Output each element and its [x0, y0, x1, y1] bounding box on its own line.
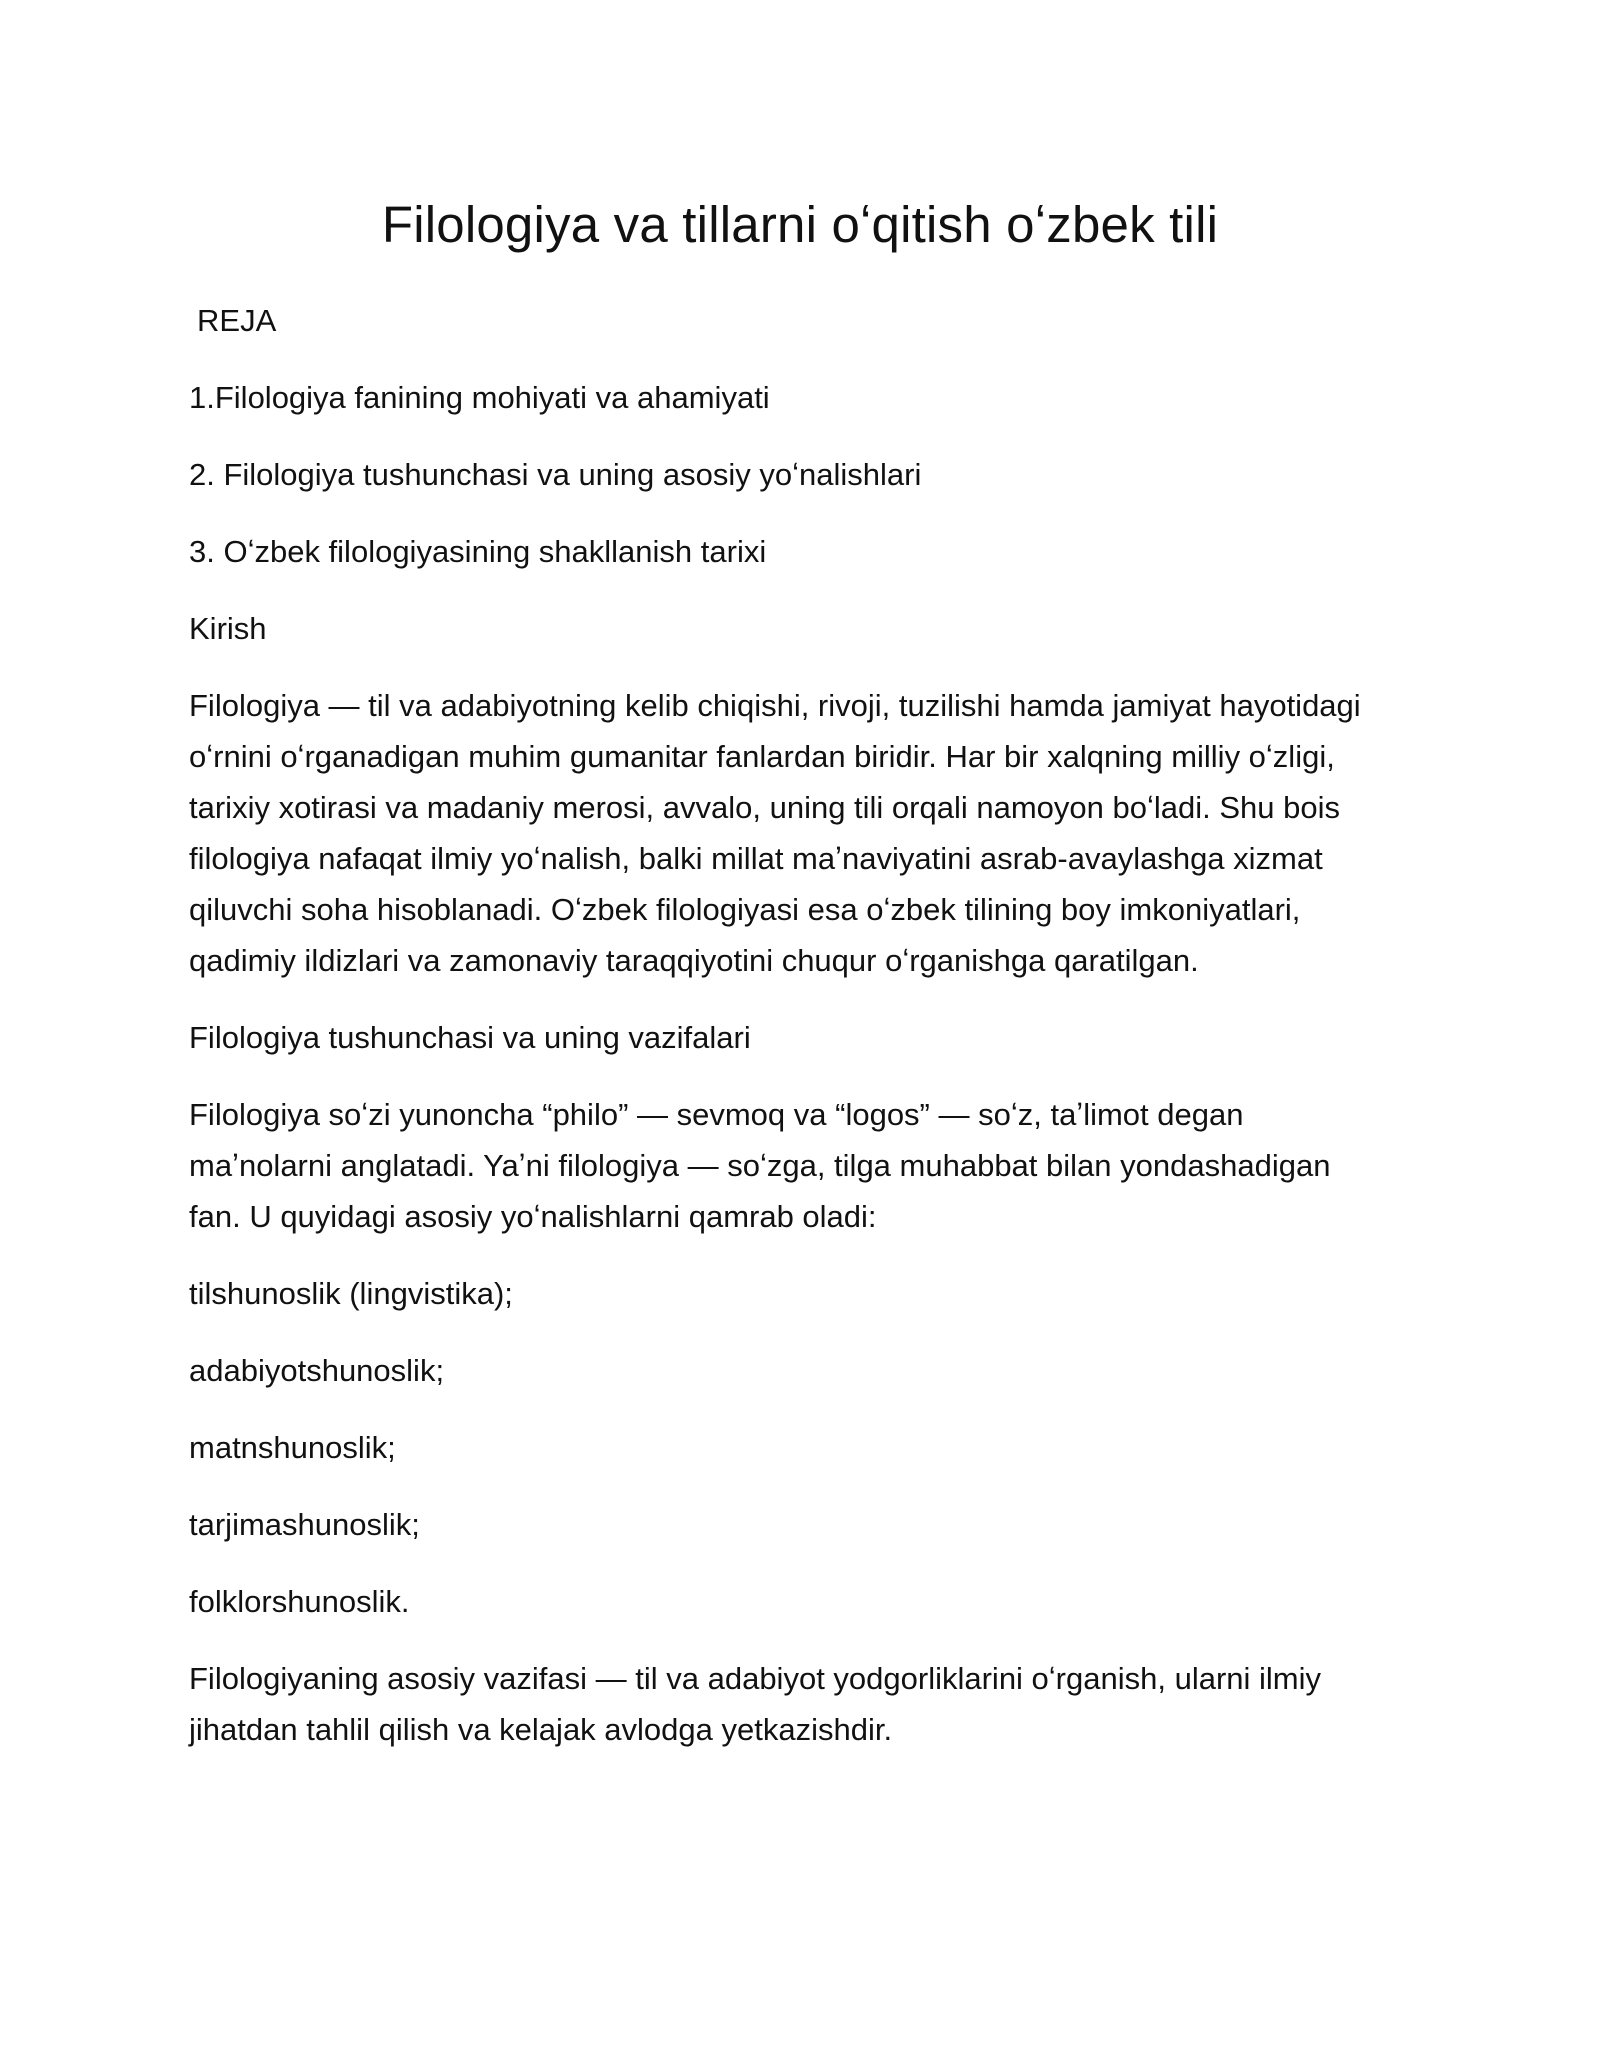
- plan-item: 2. Filologiya tushunchasi va uning asosiy yoʻnalishlari: [189, 457, 922, 492]
- list-item: tarjimashunoslik;: [189, 1507, 420, 1542]
- plan-item: 3. Oʻzbek filologiyasining shakllanish tarixi: [189, 534, 767, 569]
- list-item: matnshunoslik;: [189, 1430, 396, 1465]
- document-title: Filologiya va tillarni oʻqitish oʻzbek tili: [381, 196, 1219, 253]
- document-body: [189, 295, 1389, 1781]
- intro-paragraph: Filologiya — til va adabiyotning kelib chiqishi, rivoji, tuzilishi hamda jamiyat hayotidagi oʻrnini oʻrganadigan muhim gumanitar fanlardan biridir. Har bir xalqning milliy oʻzligi, tarixiy xotirasi va madaniy merosi, avvalo, uning tili orqali namoyon boʻladi. Shu bois filologiya nafaqat ilmiy yoʻnalish, balki millat maʼnaviyatini asrab-avaylashga xizmat qiluvchi soha hisoblanadi. Oʻzbek filologiyasi esa oʻzbek tilining boy imkoniyatlari, qadimiy ildizlari va zamonaviy taraqqiyotini chuqur oʻrganishga qaratilgan.: [189, 688, 1361, 978]
- section-paragraph: Filologiya soʻzi yunoncha “philo” — sevmoq va “logos” — soʻz, taʼlimot degan maʼnolarni anglatadi. Yaʼni filologiya — soʻzga, tilga muhabbat bilan yondashadigan fan. U quyidagi asosiy yoʻnalishlarni qamrab oladi:: [189, 1097, 1331, 1234]
- list-item: folklorshunoslik.: [189, 1584, 410, 1619]
- plan-item: 1.Filologiya fanining mohiyati va ahamiyati: [189, 380, 770, 415]
- list-item: adabiyotshunoslik;: [189, 1353, 445, 1388]
- plan-heading: REJA: [197, 303, 277, 338]
- closing-paragraph: Filologiyaning asosiy vazifasi — til va adabiyot yodgorliklarini oʻrganish, ularni ilmiy jihatdan tahlil qilish va kelajak avlodga yetkazishdir.: [189, 1661, 1321, 1747]
- list-item: tilshunoslik (lingvistika);: [189, 1276, 513, 1311]
- intro-heading: Kirish: [189, 611, 267, 646]
- section-heading: Filologiya tushunchasi va uning vazifalari: [189, 1020, 751, 1055]
